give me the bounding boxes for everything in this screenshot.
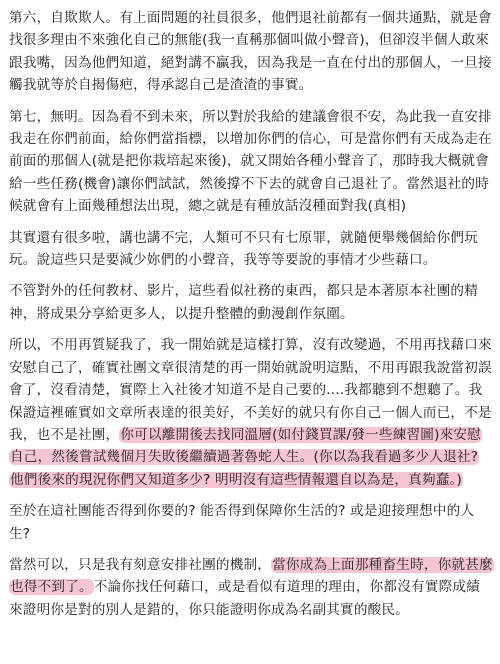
paragraph-more-excuses: [9, 227, 493, 272]
paragraph-conclusion: [9, 554, 493, 621]
paragraph-materials: [9, 280, 493, 325]
paragraph-text: 其實還有很多啦，講也講不完，人類可不只有七原罪，就隨便舉幾個給你們玩玩。說這些只是要減少妳們的小聲音，我等等要說的事情才少些藉口。: [9, 229, 478, 269]
highlighted-text: 當你成為上面那種畜生時，你就甚麼也得不到了。: [10, 556, 493, 596]
paragraph-text: 所以，不用再質疑我了，我一開始就是這樣打算，沒有改變過，不用再找藉口來安慰自己了，確實社團文章很清楚的再一開始就說明這點，不用再跟我說當初誤會了，沒看清楚，實際上入社後才知道不是自己要的....我都聽到不想聽了。我保證這裡確實如文章所表達的很美好，不美好的就只有你自己一個人而已，不是我，也不是社團，: [9, 337, 492, 443]
paragraph-text: 至於在這社團能否得到你要的? 能否得到保障你生活的? 或是迎接理想中的人生?: [9, 503, 475, 542]
paragraph-text: 第七，無明。因為看不到未來，所以對於我給的建議會很不安，為此我一直安排我走在你們前面，給你們當指標，以增加你們的信心，可是當你們有天成為走在前面的那個人(就是把你栽培起來後)，就又開始各種小聲音了，那時我大概就會給一些任務(機會)讓你們試試，然後撐不下去的就會自己退社了。當然退社的時候就會有上面幾種想法出現，總之就是有種放話沒種面對我(真相): [9, 108, 492, 215]
post-body: [9, 7, 493, 630]
paragraph-text: 第六，自欺欺人。有上面問題的社員很多，他們退社前都有一個共通點，就是會找很多理由不來強化自己的無能(我一直稱那個叫做小聲音)，但卻沒半個人敢來跟我嘴，因為他們知道，絕對講不贏我，因為我是一直在付出的那個人，一旦接觸我就等於自揭傷疤，得承認自己是渣渣的事實。: [9, 10, 492, 94]
paragraph-seventh-ignorance: [9, 106, 493, 218]
paragraph-text: 不論你找任何藉口，或是看似有道理的理由，你都沒有實際成績來證明你是對的別人是錯的，你只能證明你成為名副其實的酸民。: [9, 579, 480, 618]
paragraph-text: 當然可以，只是我有刻意安排社團的機制，: [9, 556, 272, 573]
paragraph-sixth-self-deception: [9, 7, 493, 97]
highlighted-text: 你可以離開後去找同溫層(如付錢買課/發一些練習圖)來安慰自己，然後嘗試幾個月失敗後繼續過著魯蛇人生。(你以為我看過多少人退社? 他們後來的現況你們又知道多少? 明明沒有這些情報還自以為是，真夠蠢。): [10, 426, 481, 488]
paragraph-question: [9, 500, 493, 545]
paragraph-stop-doubting: [9, 334, 493, 491]
paragraph-text: 不管對外的任何教材、影片，這些看似社務的東西，都只是本著原本社團的精神，將成果分享給更多人，以提升整體的動漫創作氛圍。: [9, 283, 478, 322]
